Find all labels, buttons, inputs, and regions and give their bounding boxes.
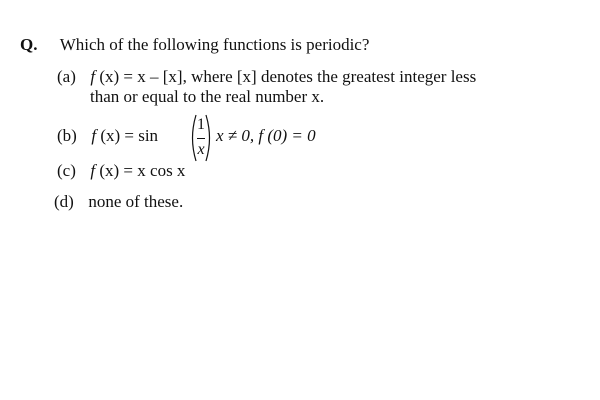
option-a-formula: (x) = x – [x], where [x] denotes the greatest integer less	[95, 67, 477, 86]
option-b-condition-line	[216, 126, 316, 146]
option-b-prefix: (b)	[57, 126, 77, 145]
option-b-fraction	[188, 114, 214, 164]
option-a-prefix: (a)	[57, 67, 76, 86]
question-text: Which of the following functions is periodic?	[59, 35, 370, 54]
option-a-line-1	[57, 67, 476, 87]
option-b-function-symbol: f	[91, 126, 97, 145]
option-a-continuation: than or equal to the real number x.	[90, 87, 325, 106]
option-c-prefix: (c)	[57, 161, 76, 180]
option-d-text: none of these.	[88, 192, 184, 211]
option-b-formula: (x) = sin	[96, 126, 159, 145]
option-d-line	[54, 192, 183, 212]
fraction-denominator: x	[197, 141, 205, 158]
fraction-numerator: 1	[197, 116, 205, 133]
question-label: Q.	[20, 35, 38, 54]
option-d-prefix: (d)	[54, 192, 74, 211]
option-a-line-2	[90, 87, 324, 107]
option-c-formula: (x) = x cos x	[95, 161, 186, 180]
right-parenthesis	[205, 114, 214, 162]
fraction-bar	[197, 138, 205, 139]
option-b-line	[57, 126, 158, 146]
question-line	[20, 35, 369, 55]
option-a-function-symbol: f	[90, 67, 96, 86]
option-b-condition: x ≠ 0, f (0) = 0	[216, 126, 316, 145]
option-c-function-symbol: f	[90, 161, 96, 180]
option-c-line	[57, 161, 185, 181]
